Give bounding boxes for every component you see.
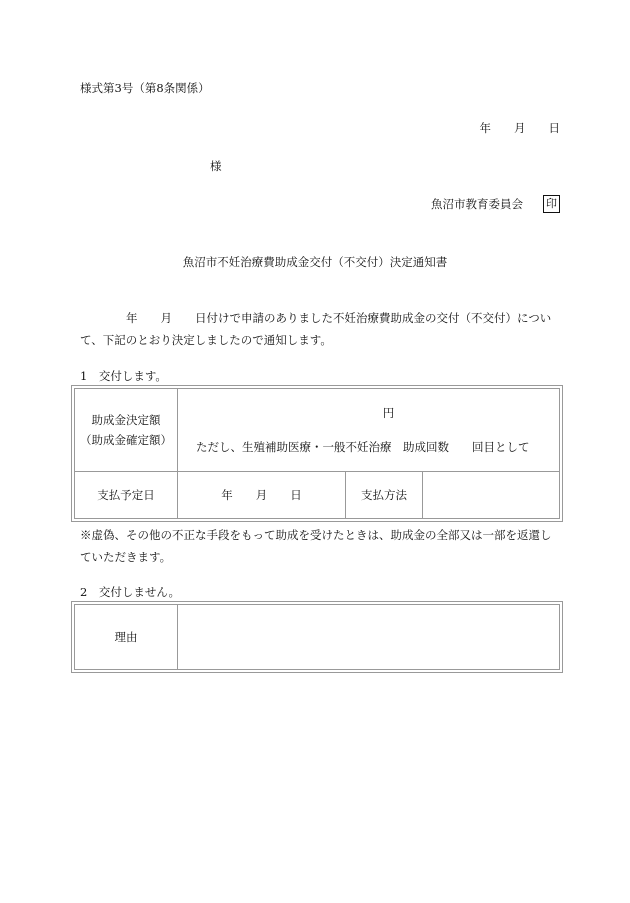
amount-label-line2: （助成金確定額） [80, 433, 172, 447]
pay-method-label: 支払方法 [346, 472, 423, 519]
document-title: 魚沼市不妊治療費助成金交付（不交付）決定通知書 [182, 255, 448, 269]
proviso-text: ただし、生殖補助医療・一般不妊治療 助成回数 回目として [196, 440, 530, 454]
reason-value [178, 605, 560, 670]
amount-label-line1: 助成金決定額 [91, 413, 161, 427]
amount-label [75, 389, 178, 472]
body-text: 年 月 日付けで申請のありました不妊治療費助成金の交付（不交付）について、下記のとおり決定しましたので通知します。 [80, 311, 552, 347]
recipient-suffix: 様 [210, 159, 222, 173]
reason-table [74, 604, 560, 670]
issuer-block [431, 195, 560, 213]
pay-date-value: 年 月 日 [178, 472, 346, 519]
yen-unit: 円 [382, 406, 395, 420]
reason-label: 理由 [75, 605, 178, 670]
section2-heading: 2 交付しません。 [80, 585, 181, 599]
issue-date: 年 月 日 [479, 121, 560, 135]
amount-value-cell [178, 389, 560, 472]
seal-mark: 印 [543, 195, 560, 213]
form-number: 様式第3号（第8条関係） [80, 81, 210, 95]
issuer-name: 魚沼市教育委員会 [431, 197, 523, 211]
section1-heading: 1 交付します。 [80, 369, 167, 383]
grant-table [74, 388, 560, 519]
pay-method-value [423, 472, 560, 519]
repayment-notice: ※虚偽、その他の不正な手段をもって助成を受けたときは、助成金の全部又は一部を返還していただきます。 [80, 528, 552, 564]
pay-date-label: 支払予定日 [75, 472, 178, 519]
